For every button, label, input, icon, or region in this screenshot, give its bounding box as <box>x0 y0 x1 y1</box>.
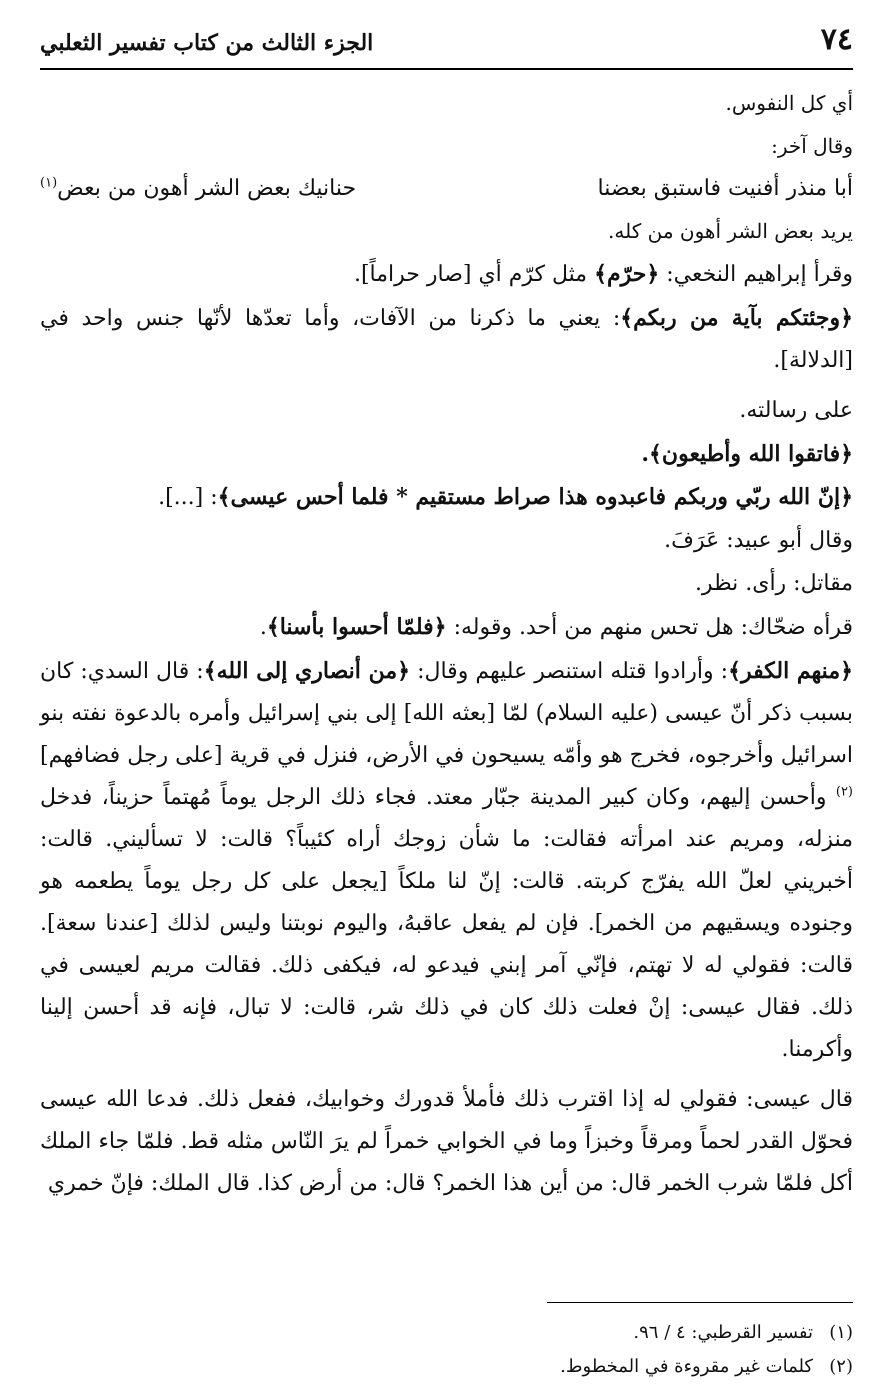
paragraph-9: وقال أبو عبيد: عَرَفَ. <box>664 528 853 553</box>
paragraph-1: أي كل النفوس. <box>725 91 853 115</box>
page-number: ٧٤ <box>820 22 853 57</box>
paragraph-5 <box>40 297 853 382</box>
paragraph-8 <box>40 476 853 519</box>
paragraph-10: مقاتل: رأى. نظر. <box>694 571 853 596</box>
running-title: الجزء الثالث من كتاب تفسير الثعلبي <box>40 30 374 56</box>
footnote-1 <box>40 1316 853 1350</box>
paragraph-3: يريد بعض الشر أهون من كله. <box>608 219 853 243</box>
p8-quran: ﴿إنّ الله ربّي وربكم فاعبدوه هذا صراط مستقيم * فلما أحس عيسى﴾ <box>217 484 853 510</box>
p5-quran: ﴿وجئتكم بآية من ربكم﴾ <box>620 305 853 331</box>
footnote-number: (١) <box>829 1322 853 1343</box>
poetry-verse <box>40 168 853 210</box>
p11-text-a: قرأه ضحّاك: هل تحس منهم من أحد. وقوله: <box>446 615 853 640</box>
footnote-number: (٢) <box>829 1356 853 1377</box>
paragraph-13: قال عيسى: فقولي له إذا اقترب ذلك فأملأ قدورك وخوابيك، ففعل ذلك. فدعا الله عيسى فحوّل القدر لحماً ومرقاً وخبزاً وما في الخوابي خمراً لم يرَ النّاس مثله قط. فلمّا جاء الملك أكل فلمّا شرب الخمر قال: من أين هذا الخمر؟ قال: من أرض كذا. قال الملك: فإنّ خمري <box>40 1087 853 1196</box>
footnote-text: تفسير القرطبي: ٤ / ٩٦. <box>633 1322 813 1343</box>
footnote-divider <box>547 1302 853 1303</box>
verse-hemistich-2: حنانيك بعض الشر أهون من بعض <box>57 176 357 201</box>
footnote-text: كلمات غير مقروءة في المخطوط. <box>560 1356 813 1377</box>
footnote-2 <box>40 1350 853 1384</box>
p12-quran-2: ﴿من أنصاري إلى الله﴾ <box>203 658 411 684</box>
p8-text-b: : [...]. <box>158 485 218 510</box>
verse-hemistich-1: أبا منذر أفنيت فاستبق بعضنا <box>597 176 853 201</box>
verse-hemistich-2-wrap <box>40 168 356 210</box>
footnotes <box>40 1316 853 1384</box>
paragraph-7: ﴿فاتقوا الله وأطيعون﴾. <box>641 441 853 467</box>
paragraph-11 <box>40 606 853 649</box>
p4-text-b: مثل كرّم أي [صار حراماً]. <box>353 262 595 287</box>
p12-text-b: : قال السدي: كان بسبب ذكر أنّ عيسى (عليه السلام) لمّا [بعثه الله] إلى بني إسرائيل وأمره بالدعوة نفته بنو اسرائيل وأخرجوه، فخرج هو وأمّه يسيحون في الأرض، فنزل في قرية [على رجل فضافهم] <box>40 659 853 768</box>
footnote-ref-1: (١) <box>40 175 58 191</box>
p12-text-c: وأحسن إليهم، وكان كبير المدينة جبّار معتد. فجاء ذلك الرجل يوماً مُهتماً حزيناً، فدخل منزله، ومريم عند امرأته فقالت: ما شأن زوجك أراه كئيباً؟ قالت: لا تسأليني. قالت: أخبريني لعلّ الله يفرّج كربته. قالت: إنّ لنا ملكاً [يجعل على كل رجل يوماً يطعمه هو وجنوده ويسقيهم من الخمر]. فإن لم يفعل عاقبهُ، واليوم نوبتنا وليس لذلك [عندنا سعة]. قالت: فقولي له لا تهتم، فإنّي آمر إبني فيدعو له، فيكفى ذلك. فقالت مريم لعيسى في ذلك. فقال عيسى: إنْ فعلت ذلك كان في ذلك شر، قالت: لا تبال، فإنه قد أحسن إلينا وأكرمنا. <box>40 785 853 1062</box>
footnote-ref-2: (٢) <box>835 784 853 800</box>
p12-quran-1: ﴿منهم الكفر﴾ <box>728 658 853 684</box>
paragraph-6: على رسالته. <box>739 398 853 423</box>
paragraph-12 <box>40 650 853 1071</box>
paragraph-4 <box>40 253 853 296</box>
page-body <box>40 82 853 1206</box>
p4-text-a: وقرأ إبراهيم النخعي: <box>659 262 853 287</box>
p11-text-b: . <box>259 615 267 640</box>
p11-quran: ﴿فلمّا أحسوا بأسنا﴾ <box>266 614 447 640</box>
p4-quran: ﴿حرّم﴾ <box>594 261 660 287</box>
paragraph-2: وقال آخر: <box>771 134 853 158</box>
p12-text-a: : وأرادوا قتله استنصر عليهم وقال: <box>410 659 729 684</box>
p5-text-b: : يعني ما ذكرنا من الآفات، وأما تعدّها لأنّها جنس واحد في [الدلالة]. <box>40 306 853 373</box>
page-header <box>40 20 853 70</box>
